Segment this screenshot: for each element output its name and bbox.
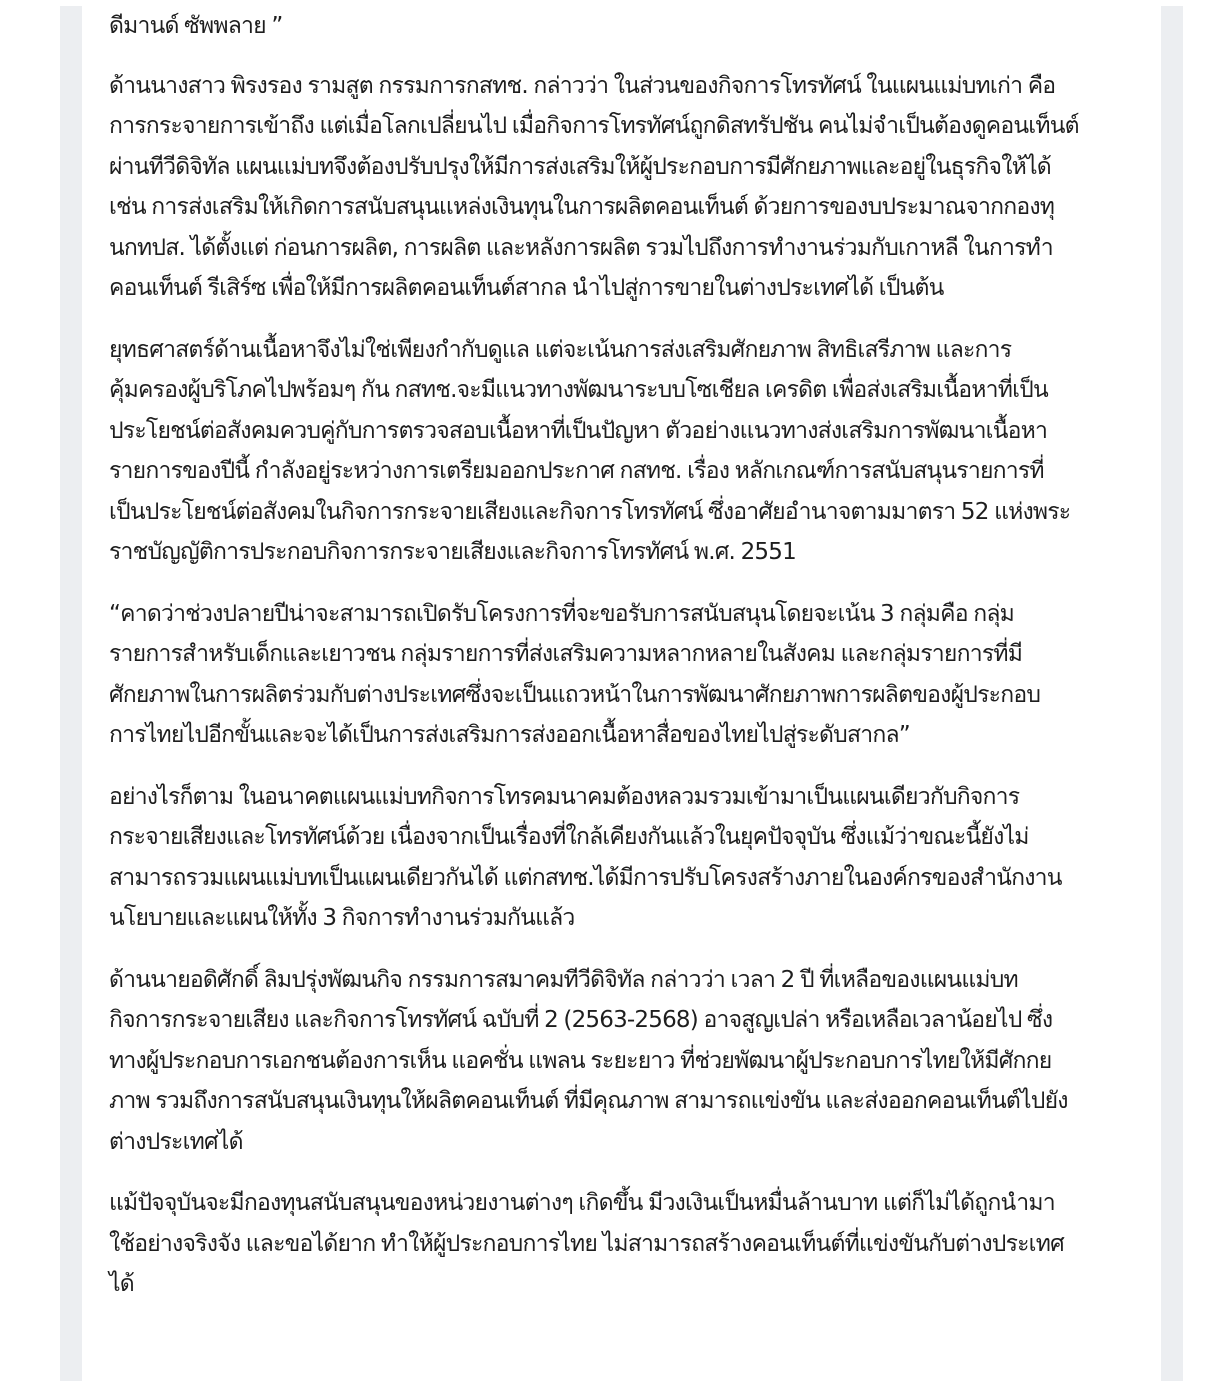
article-paragraph-1: ดีมานด์ ซัพพลาย ” [109,13,283,39]
right-page-margin [1161,6,1183,1381]
article-paragraph-2: ด้านนางสาว พิรงรอง รามสูต กรรมการกสทช. กล่าวว่า ในส่วนของกิจการโทรทัศน์ ในแผนแม่บทเก่า คือ การกระจายการเข้าถึง แต่เมื่อโลกเปลี่ยนไป เมื่อกิจการโทรทัศน์ถูกดิสทรัปชัน คนไม่จำเป็นต้องดูคอนเท็นต์ ผ่านทีวีดิจิทัล แผนแม่บทจึงต้องปรับปรุงให้มีการส่งเสริมให้ผู้ประกอบการมีศักยภาพและอยู่ในธุรกิจให้ได้ เช่น การส่งเสริมให้เกิดการสนับสนุนแหล่งเงินทุนในการผลิตคอนเท็นต์ ด้วยการของบประมาณจากกองทุ นกทปส. ได้ตั้งแต่ ก่อนการผลิต, การผลิต และหลังการผลิต รวมไปถึงการทำงานร่วมกับเกาหลี ในการทำ คอนเท็นต์ รีเสิร์ซ เพื่อให้มีการผลิตคอนเท็นต์สากล นำไปสู่การขายในต่างประเทศได้ เป็นต้น [109,72,1079,301]
article-paragraph-6: ด้านนายอดิศักดิ์ ลิมปรุ่งพัฒนกิจ กรรมการสมาคมทีวีดิจิทัล กล่าวว่า เวลา 2 ปี ที่เหลือของแผนแม่บท กิจการกระจายเสียง และกิจการโทรทัศน์ ฉบับที่ 2 (2563-2568) อาจสูญเปล่า หรือเหลือเวลาน้อยไป ซึ่ง ทางผู้ประกอบการเอกชนต้องการเห็น แอคชั่น แพลน ระยะยาว ที่ช่วยพัฒนาผู้ประกอบการไทยให้มีศักกย ภาพ รวมถึงการสนับสนุนเงินทุนให้ผลิตคอนเท็นต์ ที่มีคุณภาพ สามารถแข่งขัน และส่งออกคอนเท็นต์ไปยัง ต่างประเทศได้ [109,966,1068,1155]
article-paragraph-5: อย่างไรก็ตาม ในอนาคตแผนแม่บทกิจการโทรคมนาคมต้องหลวมรวมเข้ามาเป็นแผนเดียวกับกิจการ กระจายเสียงและโทรทัศน์ด้วย เนื่องจากเป็นเรื่องที่ใกล้เคียงกันแล้วในยุคปัจจุบัน ซึ่งแม้ว่าขณะนี้ยังไม่ สามารถรวมแผนแม่บทเป็นแผนเดียวกันได้ แต่กสทช.ได้มีการปรับโครงสร้างภายในองค์กรของสำนักงาน นโยบายและแผนให้ทั้ง 3 กิจการทำงานร่วมกันแล้ว [109,783,1062,931]
article-paragraph-4: “คาดว่าช่วงปลายปีน่าจะสามารถเปิดรับโครงการที่จะขอรับการสนับสนุนโดยจะเน้น 3 กลุ่มคือ กลุ่ม รายการสำหรับเด็กและเยาวชน กลุ่มรายการที่ส่งเสริมความหลากหลายในสังคม และกลุ่มรายการที่มี ศักยภาพในการผลิตร่วมกับต่างประเทศซึ่งจะเป็นแถวหน้าในการพัฒนาศักยภาพการผลิตของผู้ประกอบ การไทยไปอีกขั้นและจะได้เป็นการส่งเสริมการส่งออกเนื้อหาสื่อของไทยไปสู่ระดับสากล” [109,600,1041,748]
article-paragraph-7: แม้ปัจจุบันจะมีกองทุนสนับสนุนของหน่วยงานต่างๆ เกิดขึ้น มีวงเงินเป็นหมื่นล้านบาท แต่ก็ไม่ได้ถูกนำมา ใช้อย่างจริงจัง และขอได้ยาก ทำให้ผู้ประกอบการไทย ไม่สามารถสร้างคอนเท็นต์ที่แข่งขันกับต่างประเทศ ได้ [109,1190,1064,1297]
article-paragraph-3: ยุทธศาสตร์ด้านเนื้อหาจึงไม่ใช่เพียงกำกับดูแล แต่จะเน้นการส่งเสริมศักยภาพ สิทธิเสรีภาพ และการ คุ้มครองผู้บริโภคไปพร้อมๆ กัน กสทช.จะมีแนวทางพัฒนาระบบโซเชียล เครดิต เพื่อส่งเสริมเนื้อหาที่เป็น ประโยชน์ต่อสังคมควบคู่กับการตรวจสอบเนื้อหาที่เป็นปัญหา ตัวอย่างแนวทางส่งเสริมการพัฒนาเนื้อหา รายการของปีนี้ กำลังอยู่ระหว่างการเตรียมออกประกาศ กสทช. เรื่อง หลักเกณฑ์การสนับสนุนรายการที่ เป็นประโยชน์ต่อสังคมในกิจการกระจายเสียงและกิจการโทรทัศน์ ซึ่งอาศัยอำนาจตามมาตรา 52 แห่งพระ ราชบัญญัติการประกอบกิจการกระจายเสียงและกิจการโทรทัศน์ พ.ศ. 2551 [109,336,1071,565]
article-body [109,6,1139,1326]
left-page-margin [60,6,82,1381]
